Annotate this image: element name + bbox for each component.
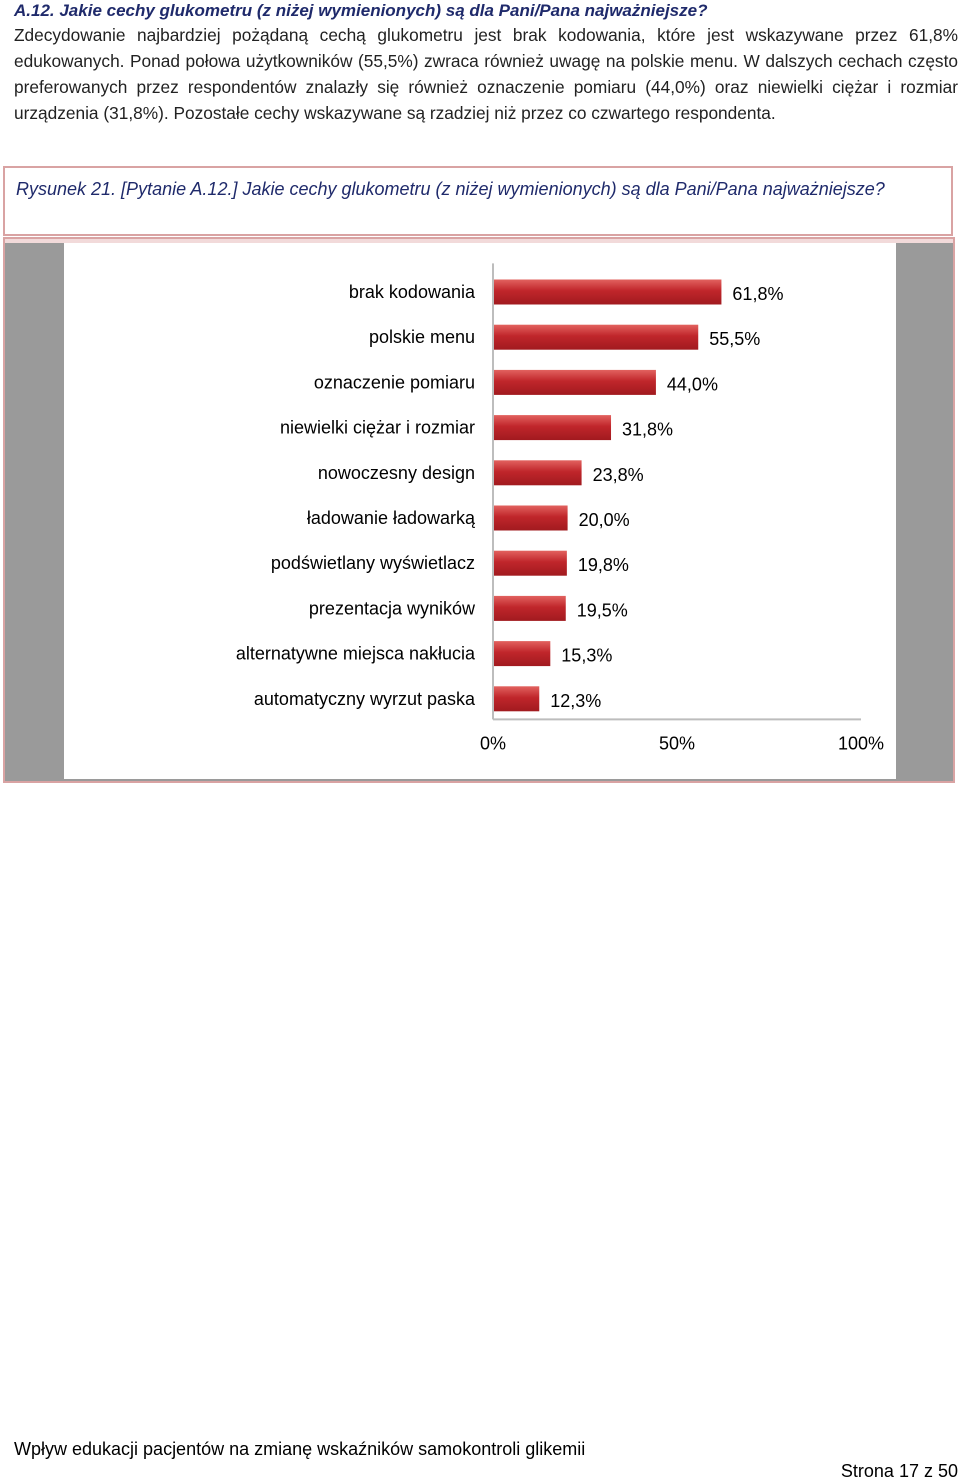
- category-label: ładowanie ładowarką: [306, 508, 475, 528]
- value-label: 19,8%: [577, 555, 629, 576]
- bar-5: [494, 506, 568, 531]
- bar-3: [494, 415, 611, 440]
- bar-4: [494, 460, 582, 485]
- bar-1: [494, 325, 698, 350]
- value-label: 44,0%: [666, 374, 718, 395]
- value-label: 31,8%: [622, 419, 674, 440]
- category-label: oznaczenie pomiaru: [313, 372, 475, 393]
- category-label: automatyczny wyrzut paska: [253, 688, 475, 709]
- bar-0: [494, 280, 721, 305]
- category-label: brak kodowania: [348, 282, 475, 302]
- category-label: polskie menu: [368, 327, 475, 348]
- section-heading: A.12. Jakie cechy glukometru (z niżej wymienionych) są dla Pani/Pana najważniejsze?: [14, 1, 708, 20]
- category-label: podświetlany wyświetlacz: [270, 553, 475, 574]
- footer-title: Wpływ edukacji pacjentów na zmianę wskaźników samokontroli glikemii: [14, 1439, 586, 1459]
- figure-caption-box: [3, 166, 953, 236]
- x-tick-label: 100%: [837, 733, 885, 754]
- x-tick-label: 50%: [658, 733, 696, 754]
- category-label: alternatywne miejsca nakłucia: [235, 643, 475, 664]
- value-label: 12,3%: [550, 690, 602, 711]
- bar-7: [494, 596, 566, 621]
- footer-page-number: Strona 17 z 50: [840, 1461, 958, 1481]
- section-paragraph: Zdecydowanie najbardziej pożądaną cechą glukometru jest brak kodowania, które jest wskazywane przez 61,8% edukowanych. Ponad połowa użytkowników (55,5%) zwraca również uwagę na polskie menu. W dalszych cechach często preferowanych przez respondentów znalazły się również oznaczenie pomiaru (44,0%) oraz niewielki ciężar i rozmiar urządzenia (31,8%). Pozostałe cechy wskazywane są rzadziej niż przez co czwartego respondenta.: [14, 25, 958, 123]
- value-label: 55,5%: [709, 329, 761, 350]
- category-label: niewielki ciężar i rozmiar: [279, 417, 475, 438]
- bar-6: [494, 551, 567, 576]
- value-label: 20,0%: [578, 510, 630, 530]
- category-label: prezentacja wyników: [308, 598, 475, 619]
- category-label: nowoczesny design: [317, 462, 475, 483]
- chart-frame: [3, 237, 955, 783]
- value-label: 15,3%: [561, 645, 613, 666]
- bar-2: [494, 370, 656, 395]
- bar-8: [494, 641, 550, 666]
- value-label: 23,8%: [592, 464, 644, 485]
- value-label: 19,5%: [576, 600, 628, 621]
- bar-9: [494, 686, 539, 711]
- figure-caption: Rysunek 21. [Pytanie A.12.] Jakie cechy glukometru (z niżej wymienionych) są dla Pani/Pana najważniejsze?: [16, 179, 885, 199]
- chart-plot-area: [64, 243, 896, 779]
- bar-chart: [64, 243, 896, 779]
- x-tick-label: 0%: [479, 733, 507, 754]
- value-label: 61,8%: [732, 284, 784, 304]
